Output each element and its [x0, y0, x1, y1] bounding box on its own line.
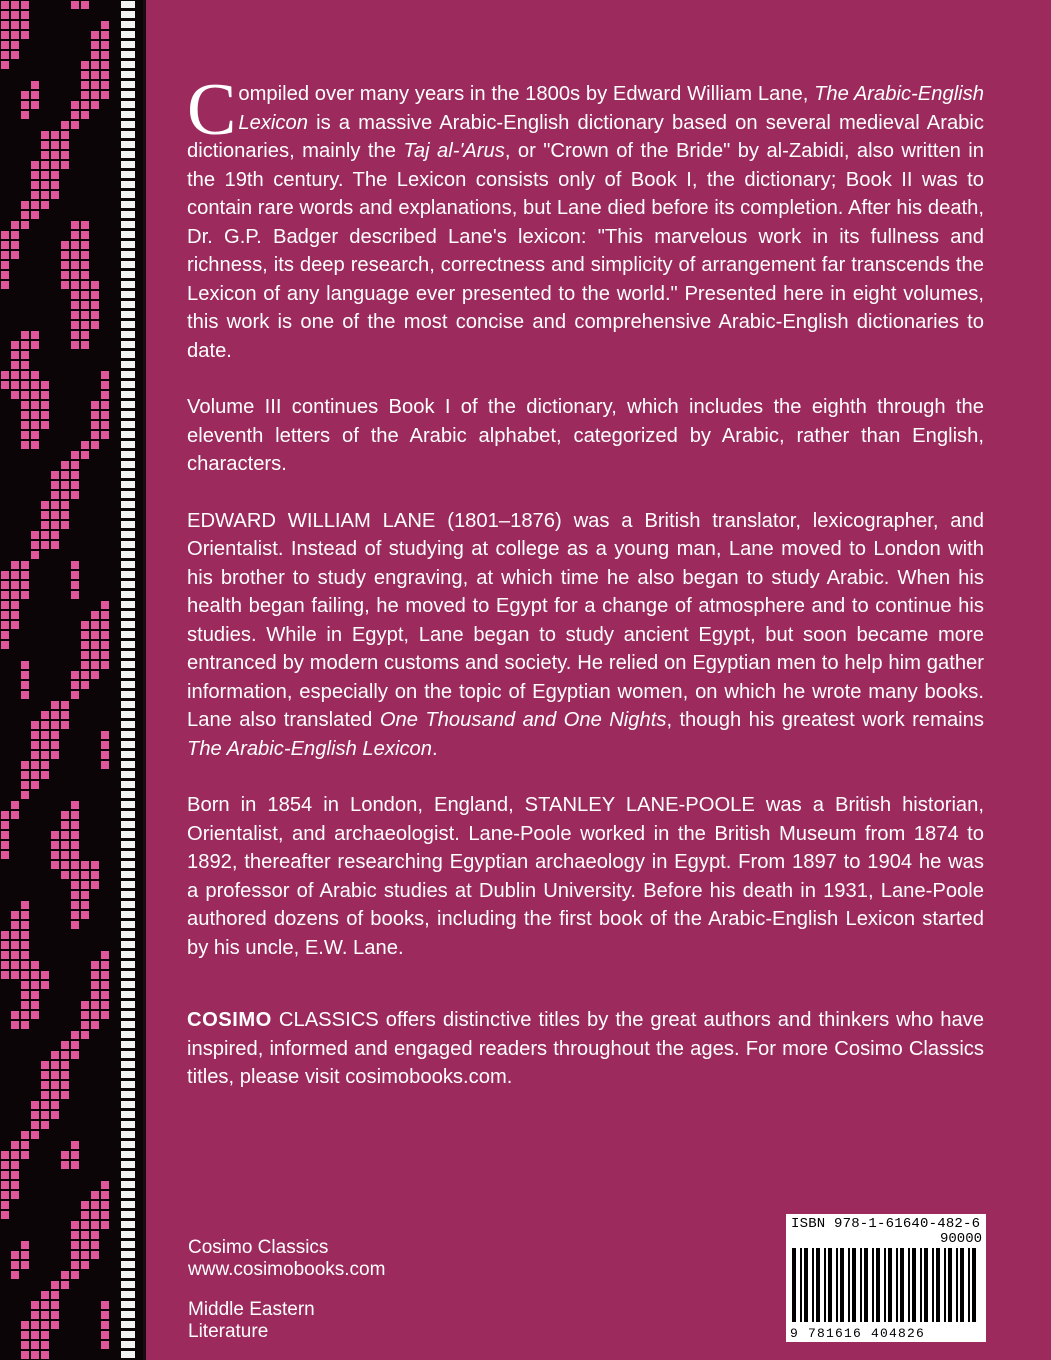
- text-span: .: [432, 737, 438, 760]
- author-bio-paragraph: [187, 507, 984, 764]
- book-title: The Arabic-English Lexicon: [238, 83, 984, 134]
- brand-name: COSIMO: [187, 1009, 272, 1031]
- price-code: 90000: [939, 1231, 982, 1247]
- text-span: , though his greatest work remains: [666, 709, 984, 731]
- pixel-pattern-graphic: [0, 0, 146, 1360]
- category-label: [188, 1299, 315, 1343]
- source-title: Taj al-'Arus: [403, 140, 505, 162]
- decorative-pattern-strip: [0, 0, 146, 1360]
- back-cover-text: [187, 69, 984, 1120]
- text-span: CLASSICS offers distinctive titles by the great authors and thinkers who have inspired, informed and engaged readers throughout the ages. For more Cosimo Classics titles, please visit cosimobooks.com.: [187, 1009, 984, 1088]
- translated-title: One Thousand and One Nights: [379, 709, 667, 731]
- barcode-digits: 9 781616 404826: [790, 1326, 926, 1341]
- drop-cap: C: [187, 69, 237, 151]
- text-span: is a massive Arabic-English dictionary based on several medieval Arabic dictionaries, mainly the: [187, 111, 984, 162]
- editor-bio-paragraph: Born in 1854 in London, England, STANLEY LANE-POOLE was a British historian, Orientalist, and archaeologist. Lane-Poole worked in the British Museum from 1874 to 1892, thereafter researching Egyptian archaeology in Egypt. From 1897 to 1904 he was a professor of Arabic studies at Dublin University. Before his death in 1931, Lane-Poole authored dozens of books, including the first book of the Arabic-English Lexicon started by his uncle, E.W. Lane.: [187, 794, 984, 959]
- isbn-barcode: [786, 1214, 986, 1342]
- publisher-info: [188, 1237, 385, 1281]
- text-span: , or "Crown of the Bride" by al-Zabidi, also written in the 19th century. The Lexicon consists only of Book I, the dictionary; Book II was to contain rare words and explanations, but Lane died before its completion. After his death, Dr. G.P. Badger described Lane's lexicon: "This marvelous work in its fullness and richness, its deep research, correctness and simplicity of arrangement far transcends the Lexicon of any language ever presented to the world." Presented here in eight volumes, this work is one of the most concise and comprehensive Arabic-English dictionaries to date.: [187, 140, 984, 362]
- barcode-bars: [792, 1248, 982, 1322]
- text-span: EDWARD WILLIAM LANE (1801–1876) was a British translator, lexicographer, and Orientalist. Instead of studying at college as a young man, Lane moved to London with his brother to study engraving, at which time he also began to study Arabic. When his health began failing, he moved to Egypt for a change of atmosphere and to continue his studies. While in Egypt, Lane began to study ancient Egypt, but soon became more entranced by modern customs and society. He relied on Egyptian men to help him gather information, especially on the topic of Egyptian women, on which he wrote many books. Lane also translated: [187, 509, 984, 731]
- book-title: The Arabic-English Lexicon: [187, 737, 432, 760]
- publisher-blurb-paragraph: [187, 1006, 984, 1092]
- text-span: ompiled over many years in the 1800s by Edward William Lane,: [238, 83, 815, 105]
- publisher-name: Cosimo Classics: [188, 1237, 329, 1258]
- isbn-text: ISBN 978-1-61640-482-6: [791, 1216, 981, 1232]
- description-paragraph: [187, 69, 984, 365]
- category-line2: Literature: [188, 1321, 269, 1342]
- strip-divider: [143, 0, 146, 1360]
- volume-paragraph: Volume III continues Book I of the dictionary, which includes the eighth through the eleventh letters of the Arabic alphabet, categorized by Arabic, rather than English, characters.: [187, 396, 984, 475]
- publisher-url: www.cosimobooks.com: [188, 1259, 386, 1280]
- category-line1: Middle Eastern: [188, 1299, 315, 1320]
